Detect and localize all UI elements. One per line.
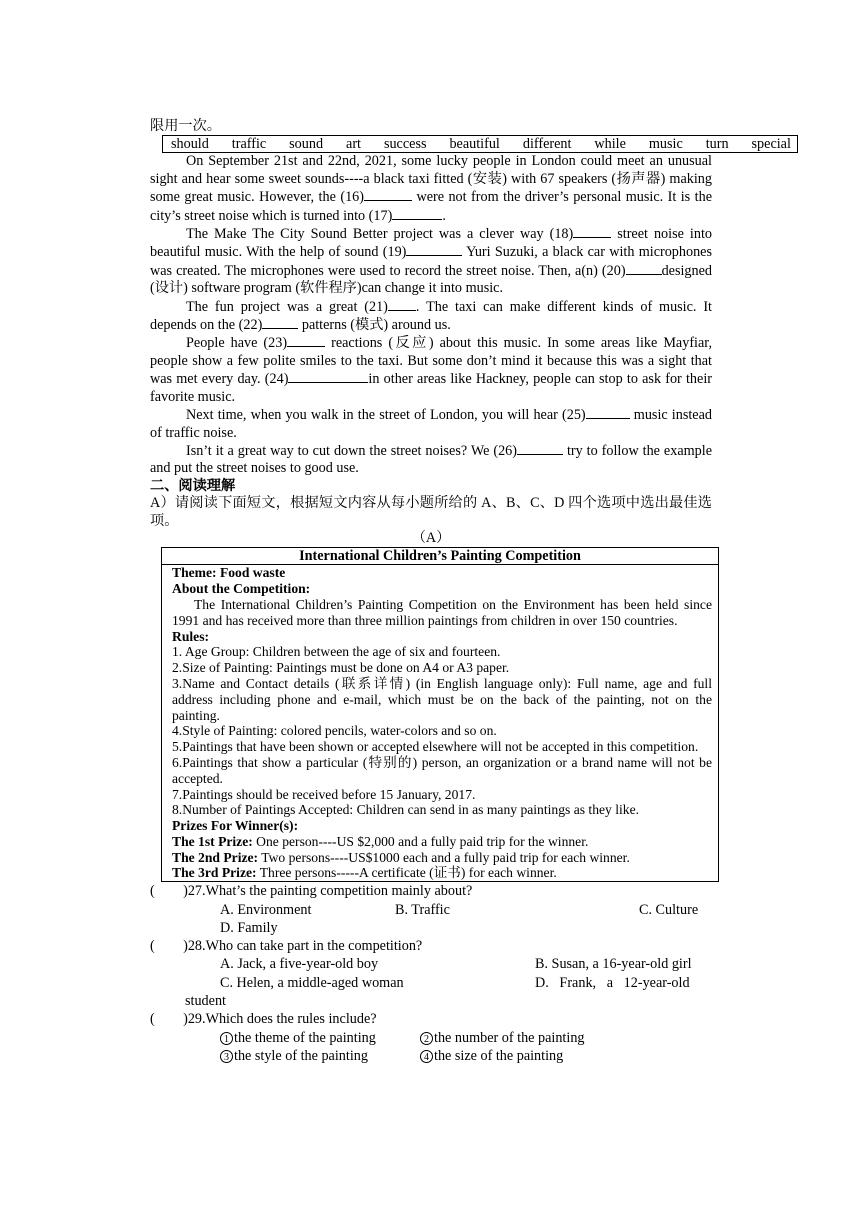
option-d[interactable]: D. Frank, a 12-year-old xyxy=(535,974,690,991)
prizes-heading: Prizes For Winner(s): xyxy=(172,818,299,834)
choice-item[interactable]: 4 the size of the painting xyxy=(420,1047,563,1065)
notice-theme: Theme: Food waste xyxy=(172,565,286,581)
notice-title: International Children’s Painting Competition xyxy=(162,548,718,565)
question-stem: 29.Which does the rules include? xyxy=(187,1011,377,1028)
option-row xyxy=(150,974,712,992)
option-row xyxy=(150,901,712,919)
choice-item[interactable]: 1 the theme of the painting xyxy=(220,1029,420,1047)
about-text: The International Children’s Painting Competition on the Environment has been held since 1991 and has received more than three million paintings from children in over 150 countries. xyxy=(172,596,712,628)
answer-blank-26[interactable] xyxy=(517,442,563,455)
rule-item: 8.Number of Paintings Accepted: Children can send in as many paintings as they like. xyxy=(172,802,639,818)
rule-item: 1. Age Group: Children between the age of six and fourteen. xyxy=(172,644,501,660)
rule-item: 7.Paintings should be received before 15 January, 2017. xyxy=(172,786,476,802)
word-bank-item: turn xyxy=(705,136,729,153)
rule-item: 5.Paintings that have been shown or accepted elsewhere will not be accepted in this competition. xyxy=(172,739,699,755)
notice-body xyxy=(162,565,718,881)
answer-blank-19[interactable] xyxy=(406,243,462,256)
word-bank-item: special xyxy=(751,136,791,153)
answer-blank-18[interactable] xyxy=(573,225,611,238)
question-stem: 28.Who can take part in the competition? xyxy=(187,938,423,955)
word-bank-item: music xyxy=(648,136,683,153)
prize-item: The 1st Prize: One person----US $2,000 and a fully paid trip for the winner. xyxy=(172,833,589,849)
option-a[interactable]: A. Environment xyxy=(220,901,312,918)
section-heading: 二、阅读理解 xyxy=(150,477,236,494)
choice-item[interactable]: 3 the style of the painting xyxy=(220,1047,420,1065)
passage-paragraph: Isn’t it a great way to cut down the street noises? We (26) try to follow the example and put the street noises to good use. xyxy=(150,442,712,477)
option-row xyxy=(150,1029,712,1047)
question-29 xyxy=(150,1010,712,1065)
answer-blank-20[interactable] xyxy=(626,262,662,275)
rule-item: 4.Style of Painting: colored pencils, water-colors and so on. xyxy=(172,723,497,739)
passage-label: （A） xyxy=(411,529,451,546)
cloze-passage xyxy=(150,153,712,477)
rules-heading: Rules: xyxy=(172,628,210,644)
circled-number-icon: 4 xyxy=(420,1050,433,1063)
answer-paren[interactable]: ( ) xyxy=(150,1011,188,1028)
rule-item: 3.Name and Contact details (联系详情) (in English language only): Full name, age and full address including phone and e-mail, which must be on the back of the painting, not on the painting. xyxy=(172,675,712,723)
answer-blank-25[interactable] xyxy=(586,406,630,419)
passage-paragraph: The fun project was a great (21) . The taxi can make different kinds of music. It depends on the (22) patterns (模式) around us. xyxy=(150,298,713,334)
word-bank-item: success xyxy=(383,136,427,153)
option-row xyxy=(150,919,712,937)
competition-notice xyxy=(161,547,719,882)
prize-item: The 2nd Prize: Two persons----US$1000 each and a fully paid trip for each winner. xyxy=(172,849,630,865)
passage-paragraph: The Make The City Sound Better project was a clever way (18) street noise into beautiful music. With the help of sound (19) Yuri Suzuki, a black car with microphones was created. The microphones were used to record the street noise. Then, a(n) (20) designed (设计) software program (软件程序)can change it into music. xyxy=(150,226,712,297)
word-bank-item: different xyxy=(522,136,572,153)
answer-blank-17[interactable] xyxy=(392,207,442,220)
word-bank xyxy=(162,135,798,153)
rule-item: 2.Size of Painting: Paintings must be done on A4 or A3 paper. xyxy=(172,660,510,676)
question-28 xyxy=(150,937,712,1010)
answer-blank-24[interactable] xyxy=(288,370,368,383)
circled-number-icon: 1 xyxy=(220,1032,233,1045)
answer-blank-22[interactable] xyxy=(262,316,298,329)
word-bank-item: art xyxy=(346,136,361,153)
word-bank-item: should xyxy=(171,136,209,153)
word-bank-item: while xyxy=(594,136,626,153)
passage-paragraph: On September 21st and 22nd, 2021, some lucky people in London could meet an unusual sight and hear some sweet sounds----a black taxi fitted (安装) with 67 speakers (扬声器) making some great music. However, the (16) were not from the driver’s personal music. It is the city’s street noise which is turned into (17) . xyxy=(150,153,712,224)
word-bank-item: sound xyxy=(289,136,324,153)
option-row xyxy=(150,955,712,973)
choice-item[interactable]: 2 the number of the painting xyxy=(420,1029,585,1047)
option-d[interactable]: D. Family xyxy=(220,919,278,936)
about-heading: About the Competition: xyxy=(172,581,311,597)
answer-blank-21[interactable] xyxy=(388,298,416,311)
word-bank-item: traffic xyxy=(231,136,267,153)
rule-item: 6.Paintings that show a particular (特别的) person, an organization or a brand name will not be accepted. xyxy=(172,754,712,786)
question-27 xyxy=(150,882,712,937)
passage-paragraph: People have (23) reactions (反应) about this music. In some areas like Mayfiar, people show a few polite smiles to the taxi. But some don’t mind it because this was a sight that was met every day. (24) in other areas like Hackney, people can stop to ask for their favorite music. xyxy=(150,335,712,405)
answer-blank-16[interactable] xyxy=(364,188,412,201)
option-c[interactable]: C. Culture xyxy=(639,901,699,918)
option-row xyxy=(150,1047,712,1065)
option-d-continued: student xyxy=(185,993,226,1010)
option-b[interactable]: B. Traffic xyxy=(395,901,450,918)
answer-blank-23[interactable] xyxy=(287,334,325,347)
prize-item: The 3rd Prize: Three persons-----A certificate (证书) for each winner. xyxy=(172,865,557,881)
section-instruction: A）请阅读下面短文，根据短文内容从每小题所给的 A、B、C、D 四个选项中选出最佳选项。 xyxy=(150,495,712,529)
option-b[interactable]: B. Susan, a 16-year-old girl xyxy=(535,956,692,973)
instruction-tail: 限用一次。 xyxy=(150,118,221,134)
answer-paren[interactable]: ( ) xyxy=(150,938,188,955)
passage-paragraph: Next time, when you walk in the street of London, you will hear (25) music instead of traffic noise. xyxy=(150,407,712,441)
option-a[interactable]: A. Jack, a five-year-old boy xyxy=(220,956,379,973)
circled-number-icon: 3 xyxy=(220,1050,233,1063)
worksheet-page xyxy=(150,118,791,1065)
answer-paren[interactable]: ( ) xyxy=(150,883,188,900)
circled-number-icon: 2 xyxy=(420,1032,433,1045)
question-stem: 27.What’s the painting competition mainly about? xyxy=(187,883,473,900)
option-c[interactable]: C. Helen, a middle-aged woman xyxy=(220,974,404,991)
word-bank-item: beautiful xyxy=(449,136,500,153)
